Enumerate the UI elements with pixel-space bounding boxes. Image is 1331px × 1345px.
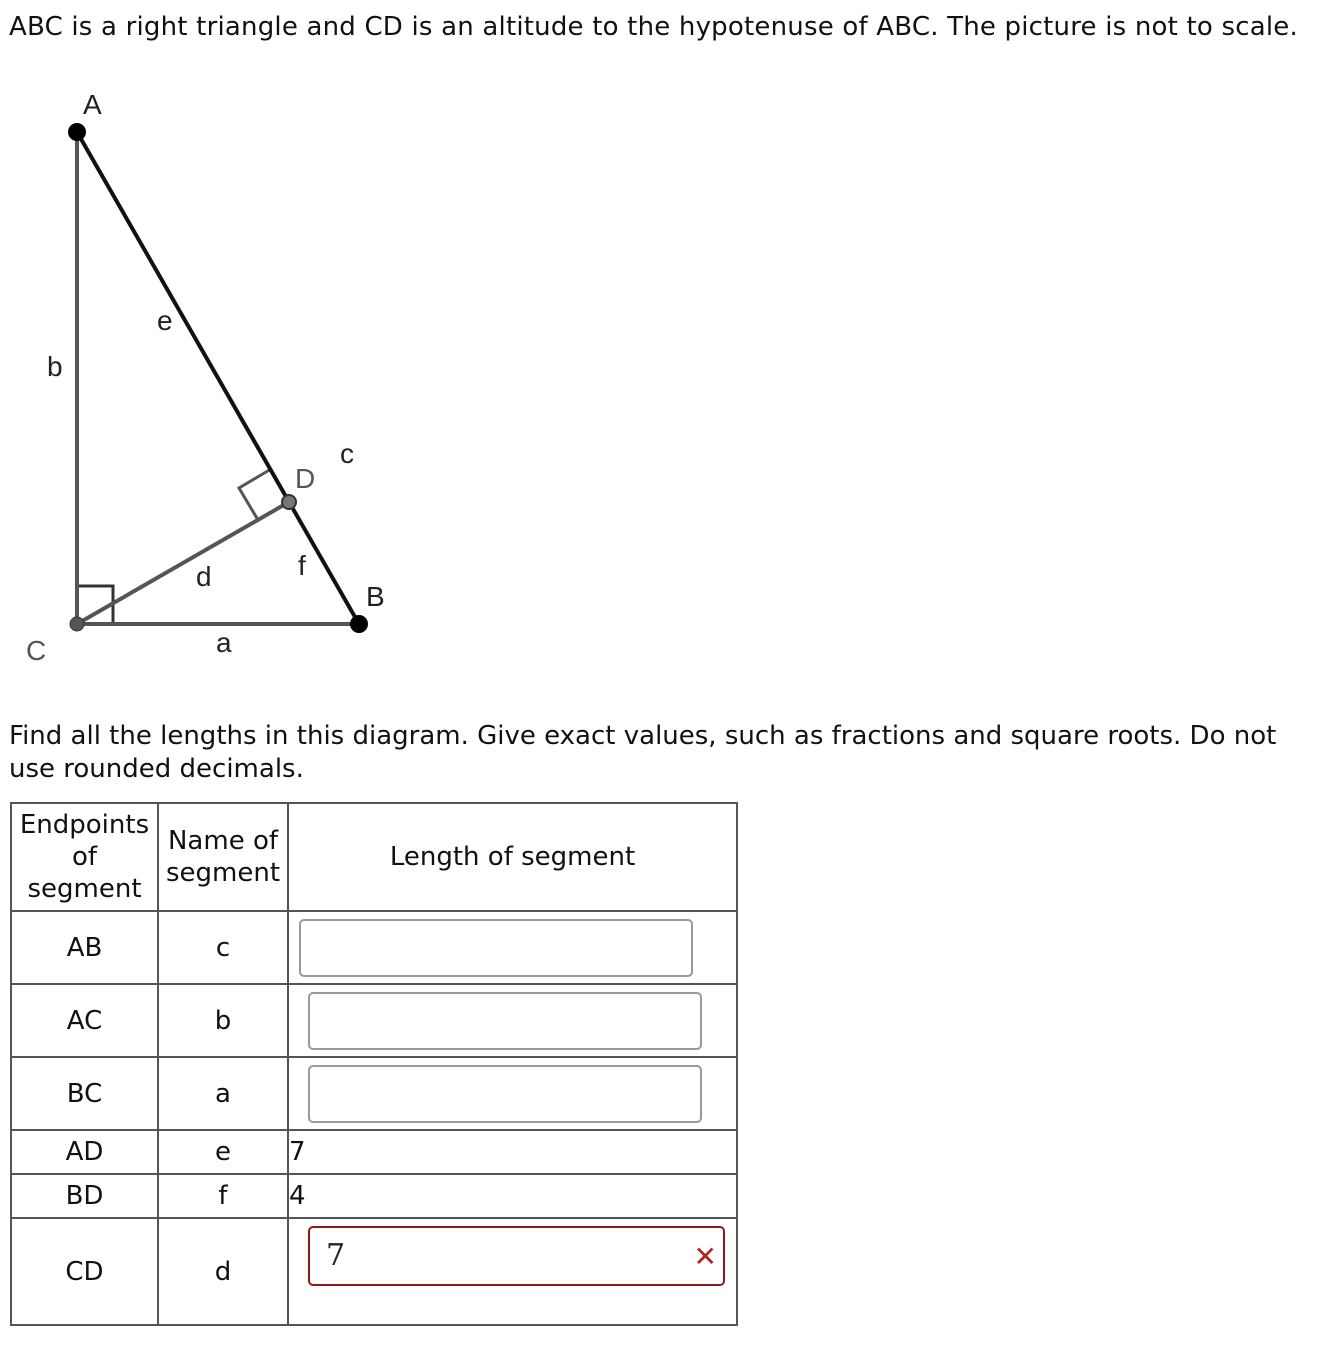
altitude-d	[77, 502, 289, 624]
endpoints-cell: BD	[11, 1174, 158, 1218]
length-input-bc[interactable]	[308, 1065, 702, 1123]
label-side-a: a	[216, 627, 232, 658]
label-vertex-b: B	[366, 581, 385, 612]
endpoints-cell: CD	[11, 1218, 158, 1325]
label-segment-d: d	[196, 561, 212, 592]
header-endpoints: Endpoints of segment	[11, 803, 158, 911]
vertex-c	[70, 617, 84, 631]
endpoints-cell: AB	[11, 911, 158, 984]
label-vertex-c: C	[26, 635, 47, 666]
header-name: Name of segment	[158, 803, 288, 911]
vertex-d	[282, 495, 296, 509]
endpoints-cell: AC	[11, 984, 158, 1057]
name-cell: f	[158, 1174, 288, 1218]
label-segment-f: f	[298, 550, 306, 581]
length-value-bd: 4	[288, 1174, 737, 1218]
table-row	[11, 1057, 737, 1130]
endpoints-cell: BC	[11, 1057, 158, 1130]
instructions: Find all the lengths in this diagram. Give exact values, such as fractions and square roots. Do not use rounded decimals.	[9, 721, 1277, 784]
vertex-b	[350, 615, 368, 633]
table-row	[11, 984, 737, 1057]
table-row	[11, 911, 737, 984]
segment-table	[10, 802, 738, 1326]
label-vertex-a: A	[83, 89, 102, 120]
name-cell: c	[158, 911, 288, 984]
table-row	[11, 1130, 737, 1174]
name-cell: a	[158, 1057, 288, 1130]
side-c	[77, 132, 359, 624]
incorrect-x-icon: ✕	[693, 1240, 717, 1273]
table-row	[11, 1174, 737, 1218]
triangle-diagram	[0, 80, 420, 680]
endpoints-cell: AD	[11, 1130, 158, 1174]
right-angle-mark-d	[239, 469, 271, 520]
name-cell: d	[158, 1218, 288, 1325]
label-segment-e: e	[157, 305, 173, 336]
vertex-a	[68, 123, 86, 141]
label-vertex-d: D	[295, 463, 316, 494]
name-cell: b	[158, 984, 288, 1057]
length-input-ab[interactable]	[299, 919, 693, 977]
label-side-b: b	[47, 351, 63, 382]
table-row	[11, 1218, 737, 1325]
length-input-ac[interactable]	[308, 992, 702, 1050]
header-length: Length of segment	[288, 803, 737, 911]
table-header-row	[11, 803, 737, 911]
length-input-cd-value: 7	[326, 1238, 346, 1273]
problem-statement: ABC is a right triangle and CD is an altitude to the hypotenuse of ABC. The picture is not to scale.	[9, 12, 1298, 42]
label-side-c: c	[340, 438, 354, 469]
length-value-ad: 7	[288, 1130, 737, 1174]
length-input-cd[interactable]	[308, 1226, 725, 1286]
name-cell: e	[158, 1130, 288, 1174]
